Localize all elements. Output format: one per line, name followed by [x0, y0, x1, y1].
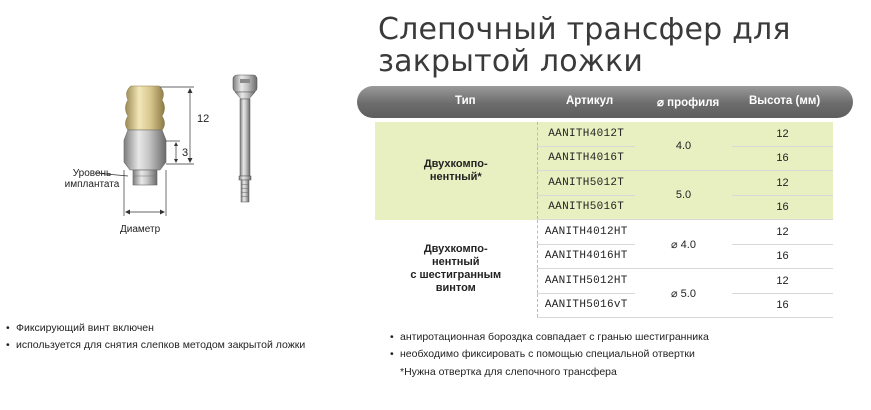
table-row — [375, 220, 833, 245]
table-header — [357, 86, 853, 118]
article-cell: AANITH4012T — [537, 122, 635, 146]
height-cell: 12 — [732, 269, 833, 294]
bullet-icon: • — [6, 339, 10, 351]
height-cell: 16 — [732, 195, 833, 220]
header-article: Артикул — [566, 95, 614, 107]
article-cell: AANITH5016T — [537, 195, 635, 220]
header-type: Тип — [455, 95, 476, 107]
header-profile: ⌀ профиля — [657, 97, 720, 109]
bullet-icon: • — [390, 331, 394, 343]
type-cell-hex-screw: Двухкомпо- нентный с шестигранным винтом — [375, 220, 537, 318]
height-cell: 12 — [732, 171, 833, 196]
spec-table-body — [375, 122, 833, 318]
bullet-icon: • — [6, 322, 10, 334]
article-cell: AANITH4016HT — [537, 244, 635, 269]
height-cell: 16 — [732, 293, 833, 318]
list-item: • антиротационная бороздка совпадает с гранью шестигранника — [390, 331, 709, 343]
list-item: • Фиксирующий винт включен — [6, 322, 154, 334]
title-line-2: закрытой ложки — [378, 44, 644, 79]
transfer-body — [124, 86, 166, 185]
screw — [233, 75, 257, 202]
title-line-1: Слепочный трансфер для — [378, 12, 791, 47]
article-cell: AANITH5012T — [537, 171, 635, 196]
right-notes — [390, 330, 860, 379]
height-cell: 12 — [732, 122, 833, 146]
table-row — [375, 122, 833, 146]
profile-cell: ⌀ 4.0 — [635, 220, 732, 269]
article-cell: AANITH4012HT — [537, 220, 635, 245]
footnote: *Нужна отвертка для слепочного трансфера — [400, 366, 617, 378]
profile-cell: ⌀ 5.0 — [635, 269, 732, 318]
collar-label: 3 — [182, 147, 189, 159]
bullet-icon: • — [390, 348, 394, 360]
left-notes — [6, 321, 381, 355]
transfer-illustration — [0, 0, 360, 300]
product-figure — [0, 0, 360, 300]
article-cell: AANITH5016vT — [537, 293, 635, 318]
height-cell: 12 — [732, 220, 833, 245]
spec-table — [357, 86, 853, 312]
diameter-label: Диаметр — [120, 224, 161, 235]
implant-level-label: Уровень имплантата — [64, 168, 120, 190]
article-cell: AANITH4016T — [537, 146, 635, 171]
height-cell: 16 — [732, 244, 833, 269]
article-cell: AANITH5012HT — [537, 269, 635, 294]
height-cell: 16 — [732, 146, 833, 171]
list-item: • необходимо фиксировать с помощью специальной отвертки — [390, 348, 695, 360]
list-item: • используется для снятия слепков методом закрытой ложки — [6, 339, 306, 351]
profile-cell: 5.0 — [635, 171, 732, 220]
header-height: Высота (мм) — [749, 95, 821, 107]
height-label: 12 — [197, 113, 210, 125]
page-title — [378, 14, 791, 78]
profile-cell: 4.0 — [635, 122, 732, 171]
type-cell-two-piece: Двухкомпо- нентный* — [375, 122, 537, 220]
